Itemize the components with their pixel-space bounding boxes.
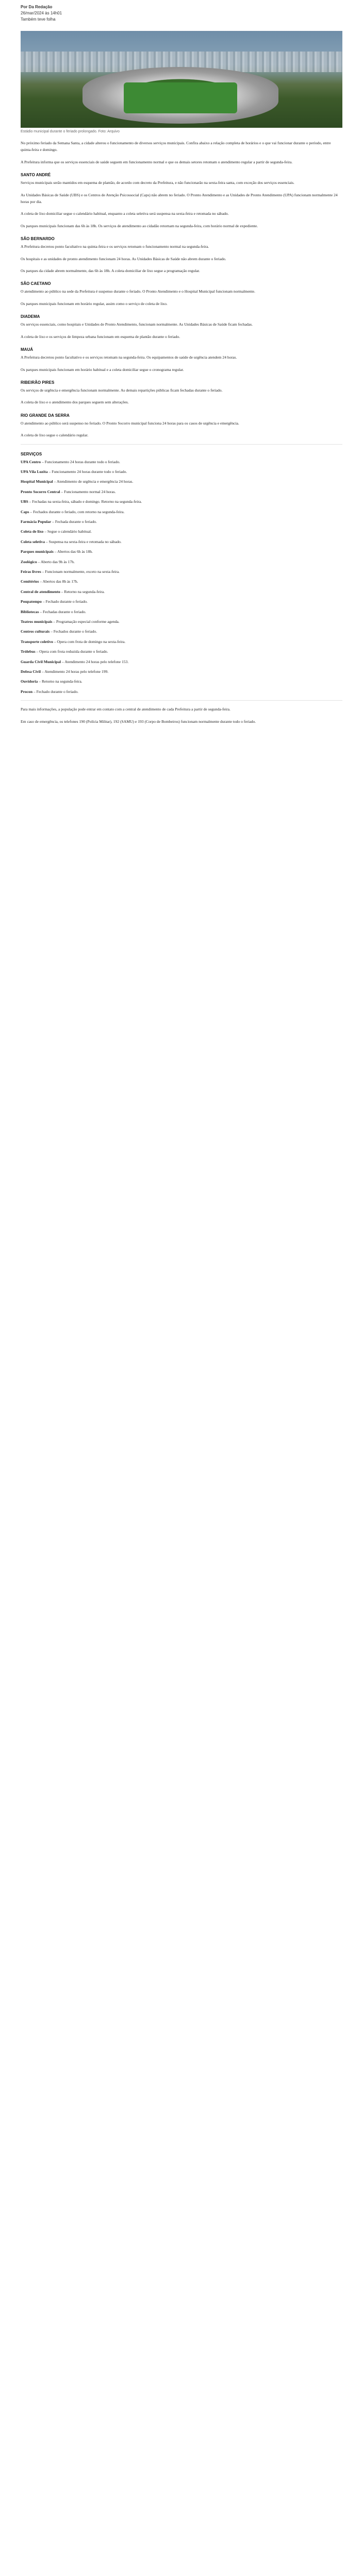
service-text: Fechada durante o feriado. bbox=[55, 519, 97, 524]
service-label: Poupatempo bbox=[21, 599, 42, 604]
service-text: Fechadas durante o feriado. bbox=[43, 609, 86, 614]
paragraph: Os parques da cidade abrem normalmente, das 6h às 18h. A coleta domiciliar de lixo segue a programação regular. bbox=[21, 268, 200, 274]
service-text: Fechado durante o feriado. bbox=[36, 689, 79, 694]
service-label: Zoológico bbox=[21, 559, 37, 564]
section-heading: RIO GRANDE DA SERRA bbox=[21, 413, 70, 418]
paragraph: A coleta de lixo segue o calendário regular. bbox=[21, 433, 89, 438]
separator: – bbox=[39, 609, 43, 614]
service-text: Funcionamento normal 24 horas. bbox=[64, 489, 116, 494]
service-item bbox=[21, 478, 342, 485]
service-text: Opera com frota reduzida durante o feriado. bbox=[39, 649, 108, 654]
article bbox=[0, 0, 363, 751]
service-label: Caps bbox=[21, 509, 29, 514]
service-label: Pronto Socorro Central bbox=[21, 489, 60, 494]
separator: – bbox=[41, 459, 45, 464]
service-text: Funcionamento 24 horas durante todo o feriado. bbox=[44, 459, 120, 464]
service-text: Segue o calendário habitual. bbox=[47, 529, 92, 534]
separator: – bbox=[60, 489, 64, 494]
article-photo bbox=[21, 31, 342, 128]
separator: – bbox=[53, 549, 57, 554]
service-label: Central de atendimento bbox=[21, 589, 60, 594]
services-title: SERVIÇOS bbox=[21, 451, 42, 456]
service-text: Suspensa na sexta-feira e retomada no sábado. bbox=[48, 539, 122, 544]
paragraph: Os parques municipais funcionam em horário habitual e a coleta domiciliar segue o cronograma regular. bbox=[21, 367, 184, 372]
section-heading: RIBEIRÃO PIRES bbox=[21, 380, 55, 385]
service-item bbox=[21, 668, 342, 675]
service-item bbox=[21, 468, 342, 475]
football-field bbox=[124, 82, 237, 113]
service-item bbox=[21, 578, 342, 585]
service-text: Funcionamento 24 horas durante todo o feriado. bbox=[52, 469, 127, 474]
service-text: Fechados durante o feriado, com retorno na segunda-feira. bbox=[33, 509, 125, 514]
paragraph: A Prefeitura informa que os serviços essenciais de saúde seguem em funcionamento normal e que os demais setores retomam o atendimento regular a partir de segunda-feira. bbox=[21, 159, 293, 164]
service-text: Funcionam normalmente, exceto na sexta-feira. bbox=[45, 569, 120, 574]
separator: – bbox=[28, 499, 32, 504]
separator: – bbox=[43, 529, 47, 534]
paragraph: Os parques municipais funcionam em horário regular, assim como o serviço de coleta de lixo. bbox=[21, 301, 168, 306]
service-text: Atendimento 24 horas pelo telefone 153. bbox=[64, 659, 129, 664]
separator: – bbox=[41, 669, 45, 674]
service-label: UBS bbox=[21, 499, 28, 504]
services-list bbox=[21, 459, 342, 696]
service-item bbox=[21, 509, 342, 515]
service-item bbox=[21, 658, 342, 665]
paragraph: Em caso de emergência, os telefones 190 (Polícia Militar), 192 (SAMU) e 193 (Corpo de Bombeiros) funcionam normalmente durante todo o feriado. bbox=[21, 719, 256, 724]
separator: – bbox=[29, 509, 34, 514]
service-text: Fechado durante o feriado. bbox=[45, 599, 88, 604]
service-item bbox=[21, 459, 342, 465]
service-label: Teatros municipais bbox=[21, 619, 53, 624]
separator: – bbox=[53, 479, 57, 484]
service-text: Fechadas na sexta-feira, sábado e domingo. Retorno na segunda-feira. bbox=[32, 499, 142, 504]
separator: – bbox=[41, 569, 45, 574]
separator: – bbox=[32, 689, 37, 694]
separator: – bbox=[39, 579, 43, 584]
paragraph: Os hospitais e as unidades de pronto atendimento funcionam 24 horas. As Unidades Básicas de Saúde não abrem durante o feriado. bbox=[21, 256, 226, 261]
photo-caption: Estádio municipal durante o feriado prolongado. Foto: Arquivo bbox=[21, 130, 120, 133]
separator: – bbox=[50, 629, 54, 634]
article-subtitle: Também teve folha bbox=[21, 17, 56, 22]
service-label: Cemitérios bbox=[21, 579, 39, 584]
service-label: Guarda Civil Municipal bbox=[21, 659, 61, 664]
paragraph: Para mais informações, a população pode entrar em contato com a central de atendimento de cada Prefeitura a partir de segunda-feira. bbox=[21, 707, 230, 712]
service-item bbox=[21, 648, 342, 655]
service-text: Atendimento de urgência e emergência 24 horas. bbox=[56, 479, 134, 484]
article-header bbox=[21, 0, 342, 26]
service-text: Aberto das 9h às 17h. bbox=[40, 559, 75, 564]
separator: – bbox=[61, 659, 65, 664]
service-label: Farmácia Popular bbox=[21, 519, 52, 524]
service-item bbox=[21, 588, 342, 595]
service-item bbox=[21, 678, 342, 685]
separator: – bbox=[38, 679, 42, 684]
service-label: Bibliotecas bbox=[21, 609, 39, 614]
service-item bbox=[21, 488, 342, 495]
service-label: Transporte coletivo bbox=[21, 639, 53, 644]
service-text: Retorno na segunda-feira. bbox=[64, 589, 105, 594]
service-item bbox=[21, 608, 342, 615]
paragraph: Serviços municipais serão mantidos em esquema de plantão, de acordo com decreto da Prefeitura, e não funcionarão na sexta-feira santa, com exceção dos serviços essenciais. bbox=[21, 180, 294, 185]
publish-date: 26/mar/2024 às 14h01 bbox=[21, 11, 62, 15]
service-text: Fechados durante o feriado. bbox=[53, 629, 97, 634]
service-label: Feiras livres bbox=[21, 569, 41, 574]
service-item bbox=[21, 628, 342, 635]
service-item bbox=[21, 598, 342, 605]
service-item bbox=[21, 618, 342, 625]
intro bbox=[21, 140, 342, 165]
section-heading: SANTO ANDRÉ bbox=[21, 173, 51, 178]
service-label: UPA Centro bbox=[21, 459, 41, 464]
paragraph: O atendimento ao público será suspenso no feriado. O Pronto Socorro municipal funciona 24 horas para os casos de urgência e emergência. bbox=[21, 420, 239, 426]
service-label: Ouvidoria bbox=[21, 679, 38, 684]
service-text: Atendimento 24 horas pelo telefone 199. bbox=[44, 669, 109, 674]
service-label: Parques municipais bbox=[21, 549, 54, 554]
separator: – bbox=[47, 469, 52, 474]
paragraph: A coleta de lixo domiciliar segue o calendário habitual, enquanto a coleta seletiva será suspensa na sexta-feira e retomada no sábado. bbox=[21, 211, 229, 216]
service-item bbox=[21, 518, 342, 525]
paragraph: Os serviços de urgência e emergência funcionam normalmente. As demais repartições públicas ficam fechadas durante o feriado. bbox=[21, 387, 223, 393]
section-heading: MAUÁ bbox=[21, 347, 33, 352]
service-item bbox=[21, 568, 342, 575]
city-sections bbox=[21, 173, 342, 438]
service-item bbox=[21, 498, 342, 505]
service-text: Opera com frota de domingo na sexta-feira. bbox=[57, 639, 126, 644]
paragraph: A coleta de lixo e os serviços de limpeza urbana funcionam em esquema de plantão durante o feriado. bbox=[21, 334, 180, 339]
divider bbox=[21, 444, 342, 445]
separator: – bbox=[45, 539, 49, 544]
paragraph: Os parques municipais funcionam das 6h às 18h. Os serviços de atendimento ao cidadão retornam na segunda-feira, com horário normal de expediente. bbox=[21, 223, 258, 228]
divider bbox=[21, 700, 342, 701]
separator: – bbox=[51, 519, 55, 524]
closing bbox=[21, 706, 342, 725]
service-item bbox=[21, 688, 342, 695]
service-item bbox=[21, 638, 342, 645]
separator: – bbox=[60, 589, 64, 594]
service-label: Hospital Municipal bbox=[21, 479, 53, 484]
service-label: Coleta seletiva bbox=[21, 539, 45, 544]
service-item bbox=[21, 528, 342, 535]
paragraph: A coleta de lixo e o atendimento dos parques seguem sem alterações. bbox=[21, 400, 129, 405]
paragraph: Os serviços essenciais, como hospitais e Unidades de Pronto Atendimento, funcionam normalmente. As Unidades Básicas de Saúde ficam fechadas. bbox=[21, 322, 253, 327]
separator: – bbox=[37, 559, 41, 564]
service-text: Abertos das 6h às 18h. bbox=[57, 549, 93, 554]
paragraph: O atendimento ao público na sede da Prefeitura é suspenso durante o feriado. O Pronto Atendimento e o Hospital Municipal funcionam normalmente. bbox=[21, 289, 255, 294]
separator: – bbox=[53, 639, 57, 644]
separator: – bbox=[52, 619, 56, 624]
service-text: Programação especial conforme agenda. bbox=[56, 619, 120, 624]
paragraph: A Prefeitura decretou ponto facultativo na quinta-feira e os serviços retomam o funcionamento normal na segunda-feira. bbox=[21, 244, 209, 249]
separator: – bbox=[41, 599, 46, 604]
service-label: Coleta de lixo bbox=[21, 529, 44, 534]
service-label: Defesa Civil bbox=[21, 669, 41, 674]
byline bbox=[21, 4, 342, 10]
section-heading: SÃO CAETANO bbox=[21, 281, 51, 286]
paragraph: As Unidades Básicas de Saúde (UBS) e os Centros de Atenção Psicossocial (Caps) não abrem no feriado. O Pronto Atendimento e as Unidades de Pronto Atendimento (UPA) funcionam normalmente 24 horas por dia. bbox=[21, 192, 338, 205]
service-label: Procon bbox=[21, 689, 33, 694]
service-item bbox=[21, 538, 342, 545]
paragraph: A Prefeitura decretou ponto facultativo e os serviços retomam na segunda-feira. Os equipamentos de saúde de urgência atendem 24 horas. bbox=[21, 355, 237, 360]
paragraph: No próximo feriado da Semana Santa, a cidade alterou o funcionamento de diversos serviços municipais. Confira abaixo a relação completa de horários e o que vai funcionar durante o período, entre quinta-feira e domingo. bbox=[21, 141, 331, 152]
section-heading: DIADEMA bbox=[21, 314, 40, 319]
separator: – bbox=[35, 649, 40, 654]
service-item bbox=[21, 548, 342, 555]
section-heading: SÃO BERNARDO bbox=[21, 236, 55, 242]
service-label: Trólebus bbox=[21, 649, 36, 654]
service-text: Abertos das 8h às 17h. bbox=[42, 579, 78, 584]
service-text: Retorno na segunda-feira. bbox=[41, 679, 82, 684]
service-item bbox=[21, 558, 342, 565]
service-label: UPA Vila Luzita bbox=[21, 469, 48, 474]
author-name[interactable]: Por Da Redação bbox=[21, 5, 53, 9]
service-label: Centros culturais bbox=[21, 629, 50, 634]
